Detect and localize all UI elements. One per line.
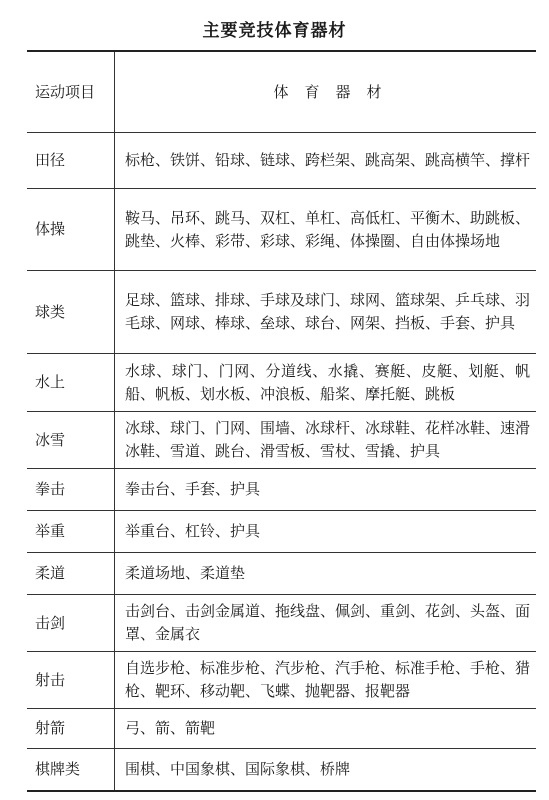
- sport-cell: 柔道: [27, 553, 115, 595]
- sport-cell: 冰雪: [27, 412, 115, 469]
- sport-cell: 水上: [27, 354, 115, 412]
- page-title: 主要竞技体育器材: [202, 21, 347, 41]
- table-row: [27, 354, 536, 412]
- equipment-cell: 自选步枪、标准步枪、汽步枪、汽手枪、标准手枪、手枪、猎枪、靶环、移动靶、飞蝶、抛靶器、报靶器: [115, 652, 537, 709]
- table-header-row: [27, 51, 536, 133]
- table-row: [27, 189, 536, 271]
- equipment-cell: 拳击台、手套、护具: [115, 469, 537, 511]
- header-sport: 运动项目: [27, 51, 115, 133]
- sport-cell: 举重: [27, 511, 115, 553]
- table-row: [27, 553, 536, 595]
- equipment-cell: 柔道场地、柔道垫: [115, 553, 537, 595]
- table-row: [27, 469, 536, 511]
- table-row: [27, 595, 536, 652]
- table-row: [27, 709, 536, 749]
- sport-cell: 拳击: [27, 469, 115, 511]
- sport-cell: 射击: [27, 652, 115, 709]
- sport-cell: 田径: [27, 133, 115, 189]
- table-row: [27, 652, 536, 709]
- table-row: [27, 271, 536, 354]
- header-equipment: 体育器材: [115, 51, 537, 133]
- sport-cell: 棋牌类: [27, 749, 115, 791]
- equipment-cell: 弓、箭、箭靶: [115, 709, 537, 749]
- table-row: [27, 749, 536, 791]
- table-row: [27, 412, 536, 469]
- equipment-cell: 击剑台、击剑金属道、拖线盘、佩剑、重剑、花剑、头盔、面罩、金属衣: [115, 595, 537, 652]
- equipment-cell: 水球、球门、门网、分道线、水撬、赛艇、皮艇、划艇、帆船、帆板、划水板、冲浪板、船桨、摩托艇、跳板: [115, 354, 537, 412]
- sport-cell: 击剑: [27, 595, 115, 652]
- table-row: [27, 511, 536, 553]
- sport-cell: 射箭: [27, 709, 115, 749]
- sport-cell: 体操: [27, 189, 115, 271]
- table-row: [27, 133, 536, 189]
- equipment-cell: 鞍马、吊环、跳马、双杠、单杠、高低杠、平衡木、助跳板、跳垫、火棒、彩带、彩球、彩绳、体操圈、自由体操场地: [115, 189, 537, 271]
- sport-cell: 球类: [27, 271, 115, 354]
- equipment-cell: 标枪、铁饼、铅球、链球、跨栏架、跳高架、跳高横竿、撑杆: [115, 133, 537, 189]
- equipment-cell: 足球、篮球、排球、手球及球门、球网、篮球架、乒乓球、羽毛球、网球、棒球、垒球、球台、网架、挡板、手套、护具: [115, 271, 537, 354]
- equipment-table: [27, 50, 536, 792]
- equipment-cell: 围棋、中国象棋、国际象棋、桥牌: [115, 749, 537, 791]
- equipment-cell: 冰球、球门、门网、围墙、冰球杆、冰球鞋、花样冰鞋、速滑冰鞋、雪道、跳台、滑雪板、雪杖、雪撬、护具: [115, 412, 537, 469]
- equipment-cell: 举重台、杠铃、护具: [115, 511, 537, 553]
